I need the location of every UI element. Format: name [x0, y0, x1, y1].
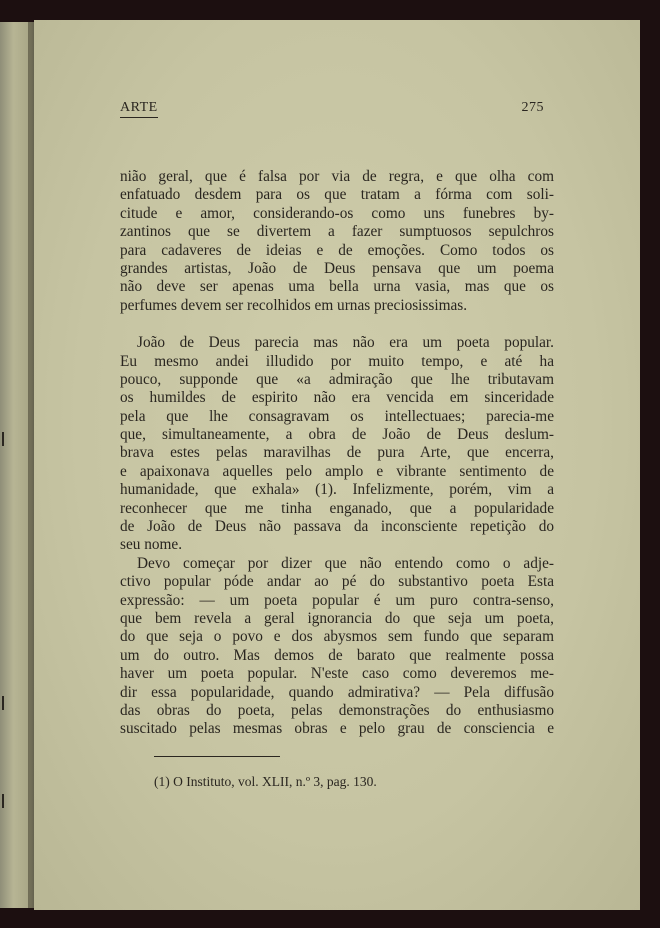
footnote-rule: [154, 756, 280, 757]
text-line: os humildes de espirito não era vencida em sinceridade: [120, 389, 554, 407]
text-line: pouco, supponde que «a admiração que lhe tributavam: [120, 370, 554, 388]
paragraph-gap: [120, 315, 554, 334]
text-line: zantinos que se divertem a fazer sumptuosos sepulchros: [120, 223, 554, 241]
text-line: um do outro. Mas demos de barato que realmente possa: [120, 646, 554, 664]
text-line: enfatuado desdem para os que tratam a fórma com soli-: [120, 186, 554, 204]
text-line: reconhecer que me tinha enganado, que a popularidade: [120, 499, 554, 517]
text-line: para cadaveres de ideias e de emoções. Como todos os: [120, 241, 554, 259]
margin-mark: [2, 432, 4, 446]
text-line: Devo começar por dizer que não entendo como o adje-: [137, 554, 554, 572]
text-line: expressão: — um poeta popular é um puro contra-senso,: [120, 591, 554, 609]
text-line: pela que lhe consagravam os intellectuaes; parecia-me: [120, 407, 554, 425]
text-line: não deve ser apenas uma bella urna vasia, mas que os: [120, 278, 554, 296]
running-header: [120, 100, 544, 120]
text-line: das obras do poeta, pelas demonstrações do enthusiasmo: [120, 701, 554, 719]
text-line: seu nome.: [120, 536, 183, 554]
text-line: João de Deus parecia mas não era um poeta popular.: [137, 334, 554, 352]
text-line: de João de Deus não passava da inconsciente repetição do: [120, 518, 554, 536]
book-page: [34, 20, 640, 910]
footnote: (1) O Instituto, vol. XLII, n.º 3, pag. 130.: [154, 774, 377, 789]
margin-mark: [2, 696, 4, 710]
text-line: grandes artistas, João de Deus pensava que um poema: [120, 259, 554, 277]
text-line: brava estes pelas maravilhas de pura Arte, que encerra,: [120, 444, 554, 462]
text-line: Eu mesmo andei illudido por muito tempo, e até ha: [120, 352, 554, 370]
text-line: e apaixonava aquelles pelo amplo e vibrante sentimento de: [120, 462, 554, 480]
text-line: haver um poeta popular. N'este caso como deveremos me-: [120, 665, 554, 683]
body-text: [120, 168, 554, 739]
text-line: suscitado pelas mesmas obras e pelo grau de consciencia e: [120, 720, 554, 738]
text-line: nião geral, que é falsa por via de regra, e que olha com: [120, 168, 554, 185]
text-line: que bem revela a geral ignorancia do que seja um poeta,: [120, 609, 554, 627]
text-line: que, simultaneamente, a obra de João de Deus deslum-: [120, 426, 554, 444]
text-line: dir essa popularidade, quando admirativa? — Pela diffusão: [120, 683, 554, 701]
margin-mark: [2, 794, 4, 808]
text-line: do que seja o povo e dos abysmos sem fundo que separam: [120, 628, 554, 646]
text-line: perfumes devem ser recolhidos em urnas preciosissimas.: [120, 296, 468, 314]
text-line: citude e amor, considerando-os como uns funebres by-: [120, 204, 554, 222]
text-line: humanidade, que exhala» (1). Infelizmente, porém, vim a: [120, 481, 554, 499]
text-line: ctivo popular póde andar ao pé do substantivo poeta Esta: [120, 573, 554, 591]
running-title: ARTE: [120, 100, 158, 118]
page-number: 275: [521, 100, 544, 115]
